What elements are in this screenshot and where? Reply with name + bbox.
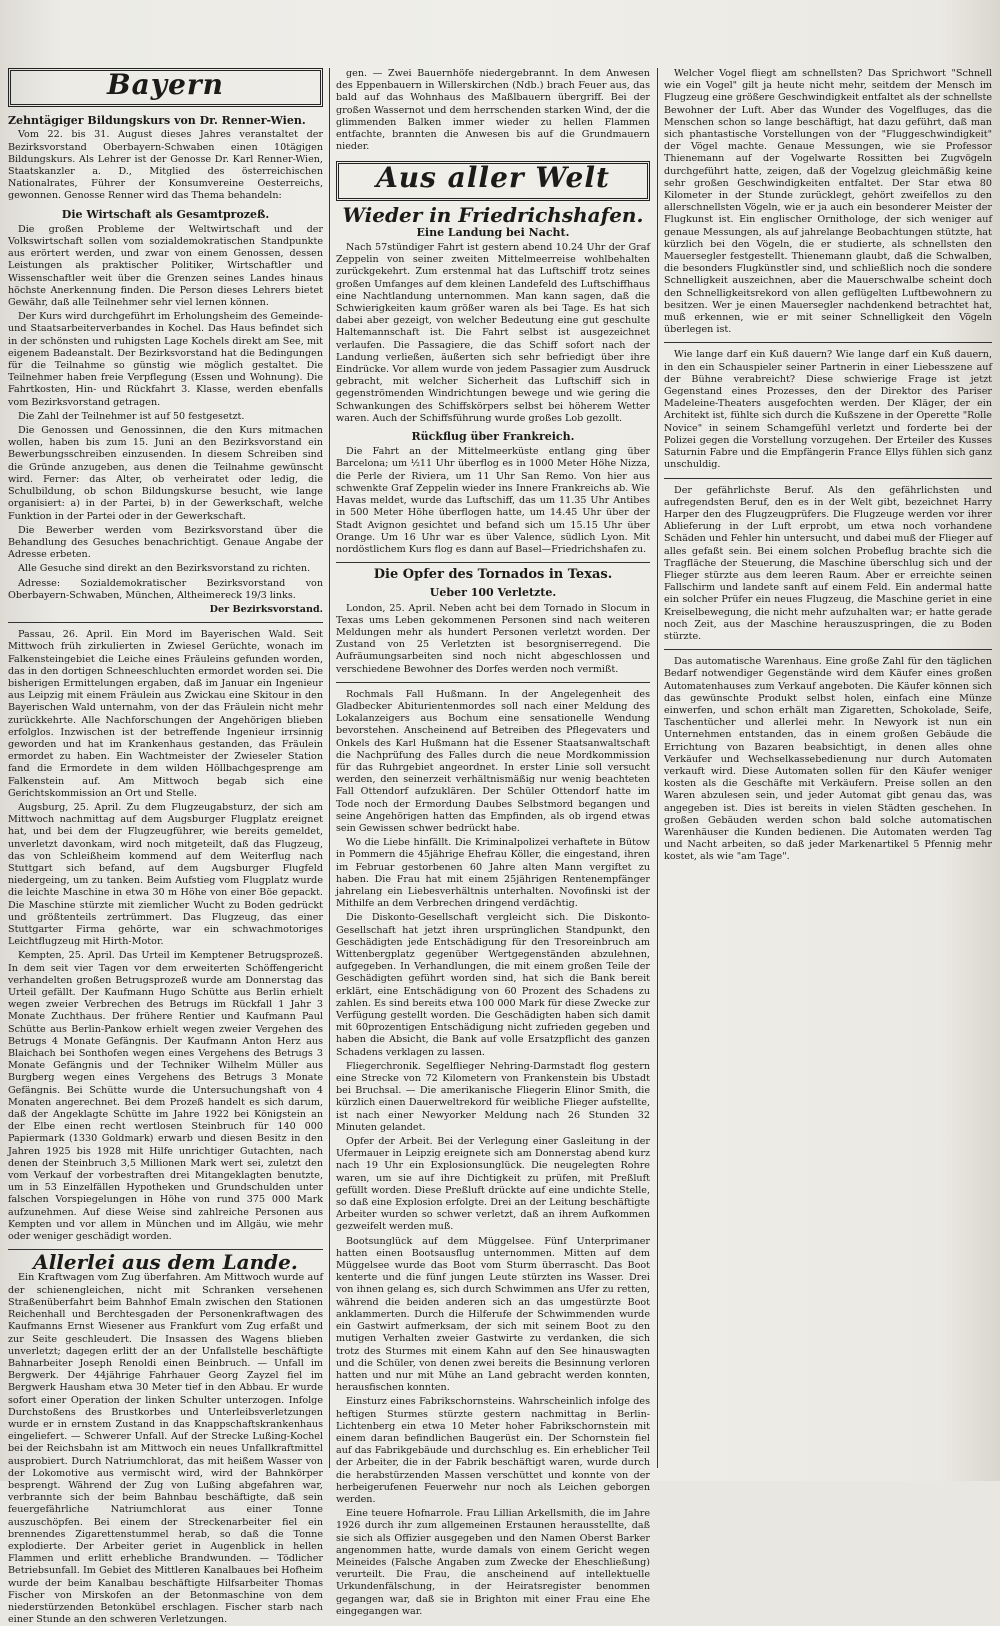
- paragraph: Augsburg, 25. April. Zu dem Flugzeugabsturz, der sich am Mittwoch nachmittag auf dem Augsburger Flugplatz ereignet hat, und bei dem der Flugzeugführer, wie bereits gemeldet, unverletzt davonkam, wird noch mitgeteilt, daß das Flugzeug, das von Schleißheim kommend auf dem Weiterflug nach Stuttgart sich befand, auf dem Augsburger Flugfeld niedergeing, um zu tanken. Beim Aufstieg vom Flugplatz wurde die leichte Maschine in etwa 30 m Höhe von einer Böe gepackt. Die Maschine stürzte mit ziemlicher Wucht zu Boden gedrückt und größtenteils zertrümmert. Das Flugzeug, das einer Stuttgarter Firma gehörte, war ein schwachmotoriges Leichtflugzeug mit Hirth-Motor.: [8, 801, 323, 948]
- paragraph: Adresse: Sozialdemokratischer Bezirksvorstand von Oberbayern-Schwaben, München, Altheimereck 19/3 links.: [8, 577, 323, 601]
- paragraph: Vom 22. bis 31. August dieses Jahres veranstaltet der Bezirksvorstand Oberbayern-Schwaben einen 10tägigen Bildungskurs. Als Lehrer ist der Genosse Dr. Karl Renner-Wien, Staatskanzler a. D., Mitglied des österreichischen Nationalrates, Führer der Konsumvereine Oesterreichs, gewonnen. Genosse Renner wird das Thema behandeln:: [8, 129, 323, 202]
- section-heading-allerlei: Allerlei aus dem Lande.: [33, 1250, 298, 1275]
- paragraph: Das automatische Warenhaus. Eine große Zahl für den täglichen Bedarf notwendiger Gegenstände wird dem Käufer eines großen Automatenhauses zum Verkauf angeboten. Die Käufer können sich das gewünschte Produkt selbst holen, einfach eine Münze einwerfen, und schon erhält man Zigaretten, Schokolade, Seife, Taschentücher und allerlei mehr. In Newyork ist nun ein Unternehmen entstanden, das in einem großen Gebäude die Errichtung von Bazaren beabsichtigt, in denen alles ohne Verkäufer und Wechselkassebedienung nur durch Automaten verkauft wird. Diese Automaten sollen für den Käufer weniger kosten als die Geschäfte mit Verkäufern. Preise sollen an den Waren abzulesen sein, und jeder Automat gibt genau das, was angegeben ist. Dies ist bereits in vielen Städten geschehen. In großen Gebäuden werden schon bald solche automatischen Warenhäuser die Kunden bedienen. Die Automaten werden Tag und Nacht arbeiten, so daß jeder Markenartikel 5 Pfennig mehr kostet, als wie "am Tage".: [664, 656, 992, 863]
- paragraph: Eine teuere Hofnarrole. Frau Lillian Arkellsmith, die im Jahre 1926 durch ihr zum allgemeinen Erstaunen herausstellte, daß sie sich als Offizier ausgegeben und den Namen Oberst Barker angenommen hatte, wurde damals von einem Gericht wegen Meineides (Falsche Angaben zum Zwecke der Eheschließung) verurteilt. Die Frau, die anscheinend auf intellektuelle Urkundenfälschung, in der Heiratsregister benommen gegangen war, daß sie in Brighton mit einer Frau eine Ehe eingegangen war.: [336, 1508, 650, 1617]
- paragraph: Nach 57stündiger Fahrt ist gestern abend 10.24 Uhr der Graf Zeppelin von seiner zweiten Mittelmeerreise wohlbehalten zurückgekehrt. Zum erstenmal hat das Luftschiff trotz seines großen Umfanges auf dem kleinen Landefeld des Luftschiffhaus eine Nachtlandung unternommen. Man kann sagen, daß die Schwierigkeiten kaum größer waren als bei Tage. Es hat sich dabei aber gezeigt, von welcher Bedeutung eine gut geschulte Haltemannschaft ist. Die Fahrt selbst ist ausgezeichnet verlaufen. Die Passagiere, die das Schiff sofort nach der Landung verließen, äußerten sich sehr befriedigt über ihre Eindrücke. Vor allem wurde von jedem Passagier zum Ausdruck gebracht, mit welcher Sicherheit das Luftschiff sich in gegenströmenden Windrichtungen bewege und wie gering die Schwankungen des Schiffskörpers selbst bei höherem Wetter waren. Auch der Schiffsführung wurde großes Lob gezollt.: [336, 242, 650, 424]
- paragraph: Ein Kraftwagen vom Zug überfahren. Am Mittwoch wurde auf der schienengleichen, nicht mit Schranken versehenen Straßenüberfahrt beim Bahnhof Emaln zwischen den Stationen Reichenhall und Berchtesgaden der Personenkraftwagen des Kaufmanns Ernst Wiesener aus Frankfurt vom Zug erfaßt und zur Seite geschleudert. Die Insassen des Wagens blieben unverletzt; dagegen erlitt der an der Unfallstelle beschäftigte Bahnarbeiter Joseph Renoldi einen Beinbruch. — Unfall im Bergwerk. Der 44jährige Fahrhauer Georg Zayzel fiel im Bergwerk Hausham etwa 30 Meter tief in den Abbau. Er wurde sofort einer Operation der linken Schulter unterzogen. Infolge Durchstoßens des Brustkorbes und Unterleibsverletzungen wurde er in ernstem Zustand in das Knappschaftskrankenhaus eingeliefert. — Schwerer Unfall. Auf der Strecke Lußing-Kochel bei der Reichsbahn ist am Mittwoch ein neues Unfallkraftmittel ausprobiert. Durch Natriumchlorat, das mit heißem Wasser von der Lokomotive aus vermischt wird, wird der Bahnkörper besprengt. Während der Zug von Lußing abgefahren war, verbrannte sich der beim Bahnbau beschäftigte, daß sein feuergefährliche Natriumchlorat aus einer Tonne auszuschöpfen. Bei einem der Streckenarbeiter fiel ein brennendes Zigarettenstummel herab, so daß die Tonne explodierte. Der Arbeiter geriet in Augenblick in hellen Flammen und erlitt erhebliche Brandwunden. — Tödlicher Betriebsunfall. Im Gebiet des Mittleren Kanalbaues bei Hofheim wurde der beim Kanalbau beschäftigte Hilfsarbeiter Thomas Fischer von Mirskofen an der Betonmaschine von dem niederstürzenden Betonkübel erschlagen. Fischer starb nach einer Stunde an den schweren Verletzungen.: [8, 1272, 323, 1626]
- paragraph: Die Bewerber werden vom Bezirksvorstand über die Behandlung des Gesuches benachrichtigt. Genaue Angabe der Adresse erbeten.: [8, 524, 323, 561]
- column-1: [8, 68, 323, 1626]
- paragraph: Welcher Vogel fliegt am schnellsten? Das Sprichwort "Schnell wie ein Vogel" gilt ja heute nicht mehr, seitdem der Mensch im Flugzeug eine größere Geschwindigkeit entfaltet als der schnellste Bewohner der Luft. Aber das Wunder des Vogelfluges, das die Menschen schon so lange beschäftigt, hat dazu geführt, daß man sich phantastische Vorstellungen von der "Fluggeschwindigkeit" der Vögel machte. Genaue Messungen, wie sie Professor Thienemann auf der Vogelwarte Rossitten bei Zugvögeln durchgeführt hatte, zeigen, daß der Vogelzug gleichmäßig keine sehr großen Geschwindigkeiten entfaltet. Der Star etwa 80 Kilometer in der Stunde zurücklegt, gehört zweifellos zu den allerschnellsten Vögeln, wie er ja auch ein besonderer Meister der Flugkunst ist. Ein englischer Ornithologe, der sich weniger auf genaue Messungen, als auf jahrelange Beobachtungen stützte, hat kürzlich bei den Vögeln, die er studierte, als schnellsten den Mauersegler festgestellt. Thienemann glaubt, daß die Schwalben, die besonders Flugkünstler sind, und schließlich noch die sondere Schnelligkeit auszeichnen, aber die Mauerschwalbe scheint doch den Schnelligkeitsrekord von allen geflügelten Luftbewohnern zu besitzen. Wer je einen Mauersegler nachdenkend betrachtet hat, muß erkennen, wie er mit seiner Schnelligkeit den Vögeln überlegen ist.: [664, 68, 992, 336]
- paragraph: Opfer der Arbeit. Bei der Verlegung einer Gasleitung in der Ufermauer in Leipzig ereignete sich am Donnerstag abend kurz nach 19 Uhr ein Explosionsunglück. Die neugelegten Rohre waren, um sie auf ihre Dichtigkeit zu prüfen, mit Preßluft gefüllt worden. Diese Preßluft drückte auf eine undichte Stelle, so daß eine Explosion erfolgte. Drei an der Leitung beschäftigte Arbeiter wurden so schwer verletzt, daß an ihrem Aufkommen gezweifelt werden muß.: [336, 1136, 650, 1233]
- article-signature: Der Bezirksvorstand.: [209, 603, 323, 615]
- subheading: Eine Landung bei Nacht.: [416, 225, 570, 239]
- column-rule: [657, 68, 658, 1468]
- headline: Wieder in Friedrichshafen.: [342, 202, 644, 227]
- section-header-aus-aller-welt: [336, 161, 650, 200]
- paragraph: London, 25. April. Neben acht bei dem Tornado in Slocum in Texas ums Leben gekommenen Personen sind nach weiteren Meldungen mehr als hundert Personen verletzt worden. Der Zustand von 25 Verletzten ist besorgniserregend. Die Aufräumungsarbeiten sind noch nicht abgeschlossen und verschiedene Bewohner des Dorfes werden noch vermißt.: [336, 602, 650, 675]
- paragraph: Passau, 26. April. Ein Mord im Bayerischen Wald. Seit Mittwoch früh zirkulierten in Zwiesel Gerüchte, wonach im Falkensteingebiet die Leiche eines Fräuleins gefunden worden, das in den dortigen Schneeschluchten ermordet worden sei. Die bisherigen Ermittelungen ergaben, daß im Januar ein Ingenieur aus Leipzig mit einem Fräulein aus Zwickau eine Skitour in den Bayerischen Wald unternahm, von der das Fräulein nicht mehr zurückkehrte. Alle Nachforschungen der Angehörigen blieben erfolglos. Inzwischen ist der betreffende Ingenieur irrsinnig geworden und hat im Krankenhaus gestanden, das Fräulein ermordet zu haben. Ein Wachtmeister der Zwieseler Station fand die Ermordete in dem wilden Höllbachgesprenge am Falkenstein auf. Am Mittwoch begab sich eine Gerichtskommission an Ort und Stelle.: [8, 629, 323, 799]
- divider: [336, 682, 650, 683]
- section-title: Aus aller Welt: [376, 161, 610, 195]
- paragraph: Die Genossen und Genossinnen, die den Kurs mitmachen wollen, haben bis zum 15. Juni an den Bezirksvorstand ein Bewerbungsschreiben einzusenden. In diesem Schreiben sind die Gründe anzugeben, aus denen die Teilnahme gewünscht wird. Ferner: das Alter, ob verheiratet oder ledig, die Schulbildung, ob schon Bildungskurse besucht, wie lange organisiert: a) in der Partei, b) in der Gewerkschaft, welche Funktion in der Partei oder in der Gewerkschaft.: [8, 425, 323, 522]
- paragraph: Die Fahrt an der Mittelmeerküste entlang ging über Barcelona; um ½11 Uhr überflog es in 1000 Meter Höhe Nizza, die Perle der Riviera, um 11 Uhr San Remo. Von hier aus schwenkte Graf Zeppelin wieder ins Innere Frankreichs ab. Wie Havas meldet, wurde das Luftschiff, das um 11.35 Uhr Antibes in 500 Meter Höhe überflogen hatte, um 14.45 Uhr über der Stadt Avignon gesichtet und befand sich um 15.15 Uhr über Orange. Um 16 Uhr war es über Valence, südlich Lyon. Mit nordöstlichem Kurs flog es dann auf Basel—Friedrichshafen zu.: [336, 446, 650, 555]
- paragraph: Rochmals Fall Hußmann. In der Angelegenheit des Gladbecker Abiturientenmordes soll nach einer Meldung des Lokalanzeigers aus Bochum eine sensationelle Wendung bevorstehen. Anscheinend auf Betreiben des Pflegevaters und Onkels des Karl Hußmann hat die Essener Staatsanwaltschaft die Nachprüfung des Falles durch die neue Mordkommission für das Ruhrgebiet angeordnet. In erster Linie soll versucht werden, den seinerzeit verhältnismäßig nur wenig beachteten Fall Ottendorf aufzuklären. Der Schüler Ottendorf hatte im Tode noch der Ermordung Daubes Selbstmord begangen und seine Angehörigen hatten das Empfinden, als ob irgend etwas sein Gewissen schwer bedrückt habe.: [336, 688, 650, 834]
- subheading: Rückflug über Frankreich.: [411, 430, 575, 444]
- divider: [336, 562, 650, 563]
- paragraph: Der gefährlichste Beruf. Als den gefährlichsten und aufregendsten Beruf, den es in der Welt gibt, bezeichnet Harry Harper den des Flugzeugprüfers. Die Flugzeuge werden vor ihrer Ablieferung in der Luft erprobt, um etwa noch vorhandene Schäden und Fehler hin untersucht, und dabei muß der Flieger auf alles gefaßt sein. Bei einem solchen Probeflug brachte sich die Tragfläche der Steuerung, die Maschine überschlug sich und der Flieger stürzte aus dem leeren Raum. Aber er erreichte seinen Fallschirm und landete sanft auf einem Feld. Ein andermal hatte ein solcher Prüfer ein neues Flugzeug, die Maschine geriet in eine Kreiselbewegung, die nicht mehr aufzuhalten war; er hatte gerade noch Zeit, aus der Maschine herauszuspringen, die zu Boden stürzte.: [664, 484, 992, 642]
- paragraph: Kempten, 25. April. Das Urteil im Kemptener Betrugsprozeß. In dem seit vier Tagen vor dem erweiterten Schöffengericht verhandelten großen Betrugsprozeß wurde am Donnerstag das Urteil gefällt. Der Kaufmann Hugo Schütte aus Berlin erhielt wegen zweier Verbrechen des Betrugs im Rückfall 1 Jahr 3 Monate Zuchthaus. Der frühere Rentier und Kaufmann Paul Schütte aus Berlin-Pankow erhielt wegen zweier Vergehen des Betrugs 4 Monate Gefängnis. Der Kaufmann Anton Herz aus Blaichach bei Sonthofen wegen eines Vergehens des Betrugs 3 Monate Gefängnis und der Techniker Wilhelm Müller aus Burgberg wegen eines Vergehens des Betrugs 3 Monate Gefängnis. Bei Schütte wurde die Untersuchungshaft von 4 Monaten angerechnet. Bei dem Prozeß handelt es sich darum, daß der Angeklagte Schütte im Jahre 1922 bei Königstein an der Elbe einen recht wertlosen Steinbruch für 140 000 Papiermark (1330 Goldmark) erwarb und diesen Besitz in den Jahren 1925 bis 1928 mit Hilfe unrichtiger Gutachten, nach denen der Steinbruch 3,5 Millionen Mark wert sei, zuletzt den vom Verkauf der vorbestraften drei Mitangeklagten benutzte, um in 53 Einzelfällen Hypotheken und Grundschulden unter falschen Vorspiegelungen in Höhe von rund 375 000 Mark aufzunehmen. Auf diese Weise sind zahlreiche Personen aus Kempten und vor allem in München und im Allgäu, wie mehr oder weniger geschädigt worden.: [8, 950, 323, 1243]
- section-header-bayern: [8, 68, 323, 107]
- paragraph: Einsturz eines Fabrikschornsteins. Wahrscheinlich infolge des heftigen Sturmes stürzte gestern nachmittag in Berlin-Lichtenberg ein etwa 10 Meter hoher Fabrikschornstein mit einem daran befindlichen Baugerüst ein. Der Schornstein fiel auf das Fabrikgebäude und durchschlug es. Ein erheblicher Teil der Arbeiter, die in der Fabrik beschäftigt waren, wurde durch die herabstürzenden Massen verschüttet und konnte von der herbeigerufenen Feuerwehr nur noch als Leichen geborgen werden.: [336, 1396, 650, 1505]
- paragraph: Wie lange darf ein Kuß dauern? Wie lange darf ein Kuß dauern, in den ein Schauspieler seiner Partnerin in einer Liebesszene auf der Bühne verabreicht? Diese schwierige Frage ist jetzt Gegenstand eines Prozesses, den der Direktor des Pariser Madeleine-Theaters ausgefochten werden. Der Kläger, der ein Architekt ist, fühlte sich durch die Kußszene in der Operette "Rolle Novice" in seinem Schamgefühl verletzt und forderte bei der Polizei gegen die Vorstellung vorzugehen. Der Erteiler des Kusses Saturnin Fabre und die Empfängerin France Ellys fühlen sich ganz unschuldig.: [664, 349, 992, 471]
- paragraph: Der Kurs wird durchgeführt im Erholungsheim des Gemeinde- und Staatsarbeiterverbandes in Kochel. Das Haus befindet sich in der schönsten und ruhigsten Lage Kochels direkt am See, mit eigenem Badeanstalt. Der Bezirksvorstand hat die Bedingungen für die Teilnahme so günstig wie möglich gestaltet. Die Teilnehmer haben freie Verpflegung (Essen und Wohnung). Die Fahrtkosten, Hin- und Rückfahrt 3. Klasse, werden ebenfalls vom Bezirksvorstand getragen.: [8, 311, 323, 408]
- paragraph: Die Diskonto-Gesellschaft vergleicht sich. Die Diskonto-Gesellschaft hat jetzt ihren ursprünglichen Standpunkt, den Geschädigten jede Entschädigung für den Tresoreinbruch am Wittenbergplatz gegenüber Wertgegenständen abzulehnen, aufgegeben. In Verhandlungen, die mit einem großen Teile der Geschädigten geführt worden sind, hat sich die Bank bereit erklärt, eine Entschädigung von 60 Prozent des Schadens zu zahlen. Es sind bereits etwa 100 000 Mark für diese Zwecke zur Verfügung gestellt worden. Die Geschädigten haben sich damit mit 60prozentigen Entschädigung nicht zufrieden gegeben und haben die Absicht, die Bank auf volle Ersatzpflicht des ganzen Schadens verklagen zu lassen.: [336, 912, 650, 1058]
- column-3: [664, 68, 992, 1468]
- paragraph: Fliegerchronik. Segelflieger Nehring-Darmstadt flog gestern eine Strecke von 72 Kilometern von Frankenstein bis Ubstadt bei Bruchsal. — Die amerikanische Fliegerin Elinor Smith, die kürzlich einen Dauerweltrekord für weibliche Flieger aufstellte, ist nach einer Newyorker Meldung nach 26 Stunden 32 Minuten gelandet.: [336, 1060, 650, 1133]
- paragraph: Alle Gesuche sind direkt an den Bezirksvorstand zu richten.: [18, 563, 311, 575]
- paragraph: Wo die Liebe hinfällt. Die Kriminalpolizei verhaftete in Bütow in Pommern die 45jährige Ehefrau Köller, die eingestand, ihren im Februar gestorbenen 60 Jahre alten Mann vergiftet zu haben. Die Frau hat mit einem 25jährigen Rentenempfänger jahrelang ein Liebesverhältnis unterhalten. Novofinski ist der Mithilfe an dem Verbrechen dringend verdächtig.: [336, 837, 650, 910]
- paragraph: gen. — Zwei Bauernhöfe niedergebrannt. In dem Anwesen des Eppenbauern in Willerskirchen (Ndb.) brach Feuer aus, das bald auf das Wohnhaus des Maßlbauern übergriff. Bei der großen Wassernot und dem herrschenden starken Wind, der die glimmenden Balken immer wieder zu hellen Flammen entfachte, brannten die Anwesen bis auf die Grundmauern nieder.: [336, 68, 650, 153]
- paragraph: Die großen Probleme der Weltwirtschaft und der Volkswirtschaft sollen vom sozialdemokratischen Standpunkte aus erörtert werden, und zwar von einem Genossen, dessen Leistungen als praktischer Politiker, Wirtschaftler und Wissenschaftler weit über die Grenzen seines Landes hinaus höchste Anerkennung finden. Die Person dieses Lehrers bietet Gewähr, daß alle Teilnehmer sehr viel lernen können.: [8, 223, 323, 309]
- article-title: Zehntägiger Bildungskurs von Dr. Renner-Wien.: [8, 114, 306, 128]
- headline: Die Opfer des Tornados in Texas.: [373, 567, 613, 583]
- subheading: Ueber 100 Verletzte.: [429, 586, 557, 600]
- paragraph: Bootsunglück auf dem Müggelsee. Fünf Unterprimaner hatten einen Bootsausflug unternommen. Mitten auf dem Müggelsee wurde das Boot vom Sturm überrascht. Das Boot kenterte und die fünf jungen Leute stürzten ins Wasser. Drei von ihnen gelang es, sich durch Schwimmen ans Ufer zu retten, während die beiden anderen sich an das umgestürzte Boot anklammerten. Durch die Hilferufe der Schwimmenden wurde ein Gastwirt aufmerksam, der sich mit seinem Boot zu den mutigen Verhalten zweier Gastwirte zu verdanken, die sich trotz des Sturmes mit einem Kahn auf den See hinauswagten und die Schüler, von denen zwei bereits die Besinnung verloren hatten und nur mit Mühe an Land gebracht werden konnten, herausfischen konnten.: [336, 1235, 650, 1394]
- divider: [8, 622, 323, 623]
- section-title: Bayern: [106, 68, 224, 101]
- divider: [664, 478, 992, 479]
- article-subheading: Die Wirtschaft als Gesamtprozeß.: [61, 207, 270, 221]
- paragraph: Die Zahl der Teilnehmer ist auf 50 festgesetzt.: [18, 410, 245, 422]
- column-2: [336, 68, 650, 1617]
- column-rule: [329, 68, 330, 1468]
- divider: [664, 342, 992, 343]
- divider: [664, 649, 992, 650]
